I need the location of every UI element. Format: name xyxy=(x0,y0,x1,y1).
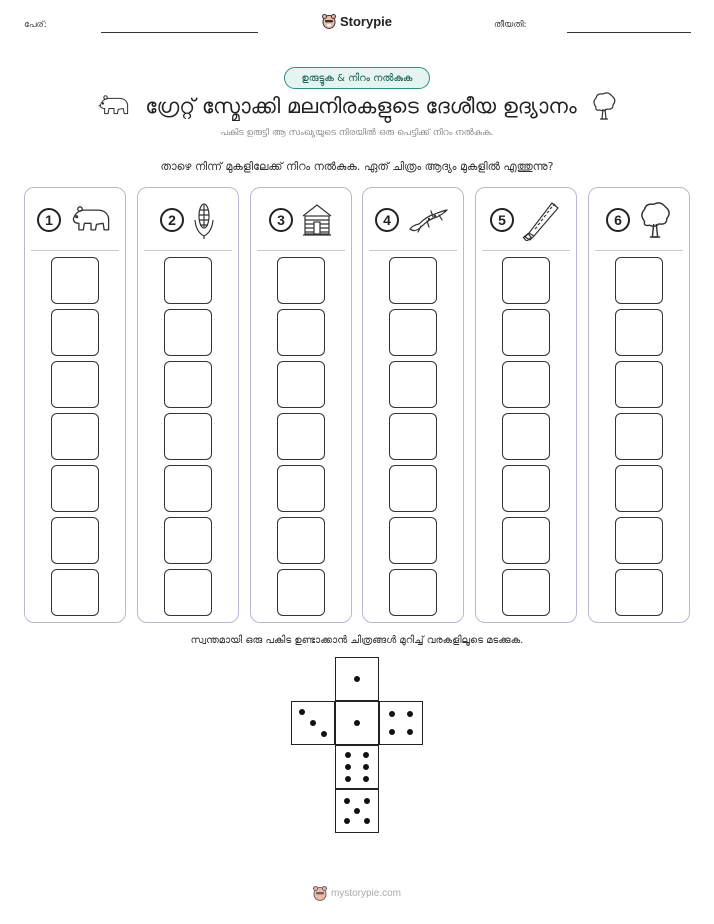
dice-pip xyxy=(345,764,351,770)
color-box[interactable] xyxy=(615,309,663,356)
dice-face-left xyxy=(291,701,335,745)
color-box[interactable] xyxy=(51,413,99,460)
column-header xyxy=(589,198,689,242)
column-header xyxy=(25,198,125,242)
column-header xyxy=(138,198,238,242)
column-number: 5 xyxy=(490,208,514,232)
fold-instruction: സ്വന്തമായി ഒരു പകിട ഉണ്ടാക്കാൻ ചിത്രങ്ങൾ മുറിച്ച് വരകളിലൂടെ മടക്കുക. xyxy=(190,635,524,646)
dice-pip xyxy=(389,711,395,717)
footer-url: mystorypie.com xyxy=(330,887,401,899)
dice-face-top xyxy=(335,657,379,701)
brand-name: Storypie xyxy=(339,13,392,29)
color-box[interactable] xyxy=(277,517,325,564)
color-box[interactable] xyxy=(164,361,212,408)
log-cabin-icon xyxy=(301,202,333,238)
bear-icon xyxy=(97,91,131,121)
color-box[interactable] xyxy=(277,569,325,616)
dice-pip xyxy=(363,764,369,770)
color-box[interactable] xyxy=(277,309,325,356)
column-header xyxy=(476,198,576,242)
color-box[interactable] xyxy=(502,413,550,460)
dice-pip xyxy=(364,798,370,804)
race-column-2 xyxy=(137,187,239,623)
color-box[interactable] xyxy=(615,361,663,408)
color-box[interactable] xyxy=(502,309,550,356)
column-divider xyxy=(369,250,457,251)
tree-icon xyxy=(638,200,672,240)
race-column-5 xyxy=(475,187,577,623)
color-box[interactable] xyxy=(389,465,437,512)
column-divider xyxy=(257,250,345,251)
color-box[interactable] xyxy=(164,257,212,304)
color-box[interactable] xyxy=(389,413,437,460)
color-box[interactable] xyxy=(277,465,325,512)
date-label: തീയതി: xyxy=(494,20,527,30)
color-box[interactable] xyxy=(51,361,99,408)
color-box[interactable] xyxy=(51,465,99,512)
name-line[interactable] xyxy=(101,32,258,33)
color-box[interactable] xyxy=(51,517,99,564)
dice-face-right xyxy=(379,701,423,745)
race-column-4 xyxy=(362,187,464,623)
title-row xyxy=(0,88,714,124)
dice-pip xyxy=(344,798,350,804)
race-column-6 xyxy=(588,187,690,623)
storypie-mascot-icon xyxy=(313,885,327,901)
color-box[interactable] xyxy=(164,413,212,460)
color-box[interactable] xyxy=(277,413,325,460)
salamander-icon xyxy=(407,205,451,235)
column-header xyxy=(251,198,351,242)
bear-icon xyxy=(69,200,113,240)
color-box[interactable] xyxy=(164,569,212,616)
color-boxes xyxy=(251,257,351,616)
color-box[interactable] xyxy=(502,465,550,512)
activity-badge: ഉരുട്ടുക & നിറം നൽകുക xyxy=(284,67,430,89)
color-box[interactable] xyxy=(277,257,325,304)
color-box[interactable] xyxy=(615,569,663,616)
dice-pip xyxy=(344,818,350,824)
dice-pip xyxy=(364,818,370,824)
column-divider xyxy=(595,250,683,251)
color-boxes xyxy=(589,257,689,616)
color-box[interactable] xyxy=(502,569,550,616)
dice-pip xyxy=(310,720,316,726)
column-divider xyxy=(144,250,232,251)
storypie-mascot-icon xyxy=(322,13,336,29)
dice-pip xyxy=(354,676,360,682)
race-column-3 xyxy=(250,187,352,623)
dice-face-center xyxy=(335,701,379,745)
column-number: 2 xyxy=(160,208,184,232)
page-title: ഗ്രേറ്റ് സ്മോക്കി മലനിരകളുടെ ദേശീയ ഉദ്യാനം xyxy=(145,93,577,118)
color-box[interactable] xyxy=(389,257,437,304)
color-box[interactable] xyxy=(389,309,437,356)
dice-pip xyxy=(321,731,327,737)
dice-pip xyxy=(345,776,351,782)
color-box[interactable] xyxy=(615,257,663,304)
color-box[interactable] xyxy=(615,413,663,460)
color-boxes xyxy=(476,257,576,616)
column-divider xyxy=(482,250,570,251)
color-box[interactable] xyxy=(51,257,99,304)
subtitle: പകിട ഉരുട്ടി ആ സംഖ്യയുടെ നിരയിൽ ഒരു പെട്ടിക്ക് നിറം നൽകുക. xyxy=(220,128,494,138)
color-boxes xyxy=(363,257,463,616)
color-box[interactable] xyxy=(615,465,663,512)
dice-pip xyxy=(389,729,395,735)
color-box[interactable] xyxy=(615,517,663,564)
saw-icon xyxy=(522,199,562,241)
color-box[interactable] xyxy=(164,309,212,356)
color-box[interactable] xyxy=(51,309,99,356)
corn-icon xyxy=(192,200,216,240)
dice-pip xyxy=(299,709,305,715)
dice-pip xyxy=(407,729,413,735)
date-line[interactable] xyxy=(567,32,691,33)
dice-pip xyxy=(345,752,351,758)
footer xyxy=(0,885,714,901)
color-box[interactable] xyxy=(389,361,437,408)
color-box[interactable] xyxy=(277,361,325,408)
color-box[interactable] xyxy=(51,569,99,616)
column-number: 6 xyxy=(606,208,630,232)
color-box[interactable] xyxy=(389,517,437,564)
color-box[interactable] xyxy=(164,465,212,512)
color-boxes xyxy=(25,257,125,616)
dice-pip xyxy=(354,720,360,726)
color-box[interactable] xyxy=(389,569,437,616)
tree-icon xyxy=(591,91,617,121)
column-number: 1 xyxy=(37,208,61,232)
race-column-1 xyxy=(24,187,126,623)
color-box[interactable] xyxy=(502,361,550,408)
dice-pip xyxy=(354,808,360,814)
dice-pip xyxy=(407,711,413,717)
color-box[interactable] xyxy=(502,517,550,564)
dice-pip xyxy=(363,752,369,758)
color-boxes xyxy=(138,257,238,616)
column-number: 3 xyxy=(269,208,293,232)
column-number: 4 xyxy=(375,208,399,232)
color-box[interactable] xyxy=(164,517,212,564)
dice-face-bottom xyxy=(335,789,379,833)
color-box[interactable] xyxy=(502,257,550,304)
instruction: താഴെ നിന്ന് മുകളിലേക്ക് നിറം നൽകുക. ഏത് ചിത്രം ആദ്യം മുകളിൽ എത്തുന്നു? xyxy=(160,160,554,173)
name-label: പേര്: xyxy=(24,20,47,30)
brand-logo xyxy=(0,13,714,29)
column-header xyxy=(363,198,463,242)
column-divider xyxy=(31,250,119,251)
dice-face-lower xyxy=(335,745,379,789)
dice-pip xyxy=(363,776,369,782)
